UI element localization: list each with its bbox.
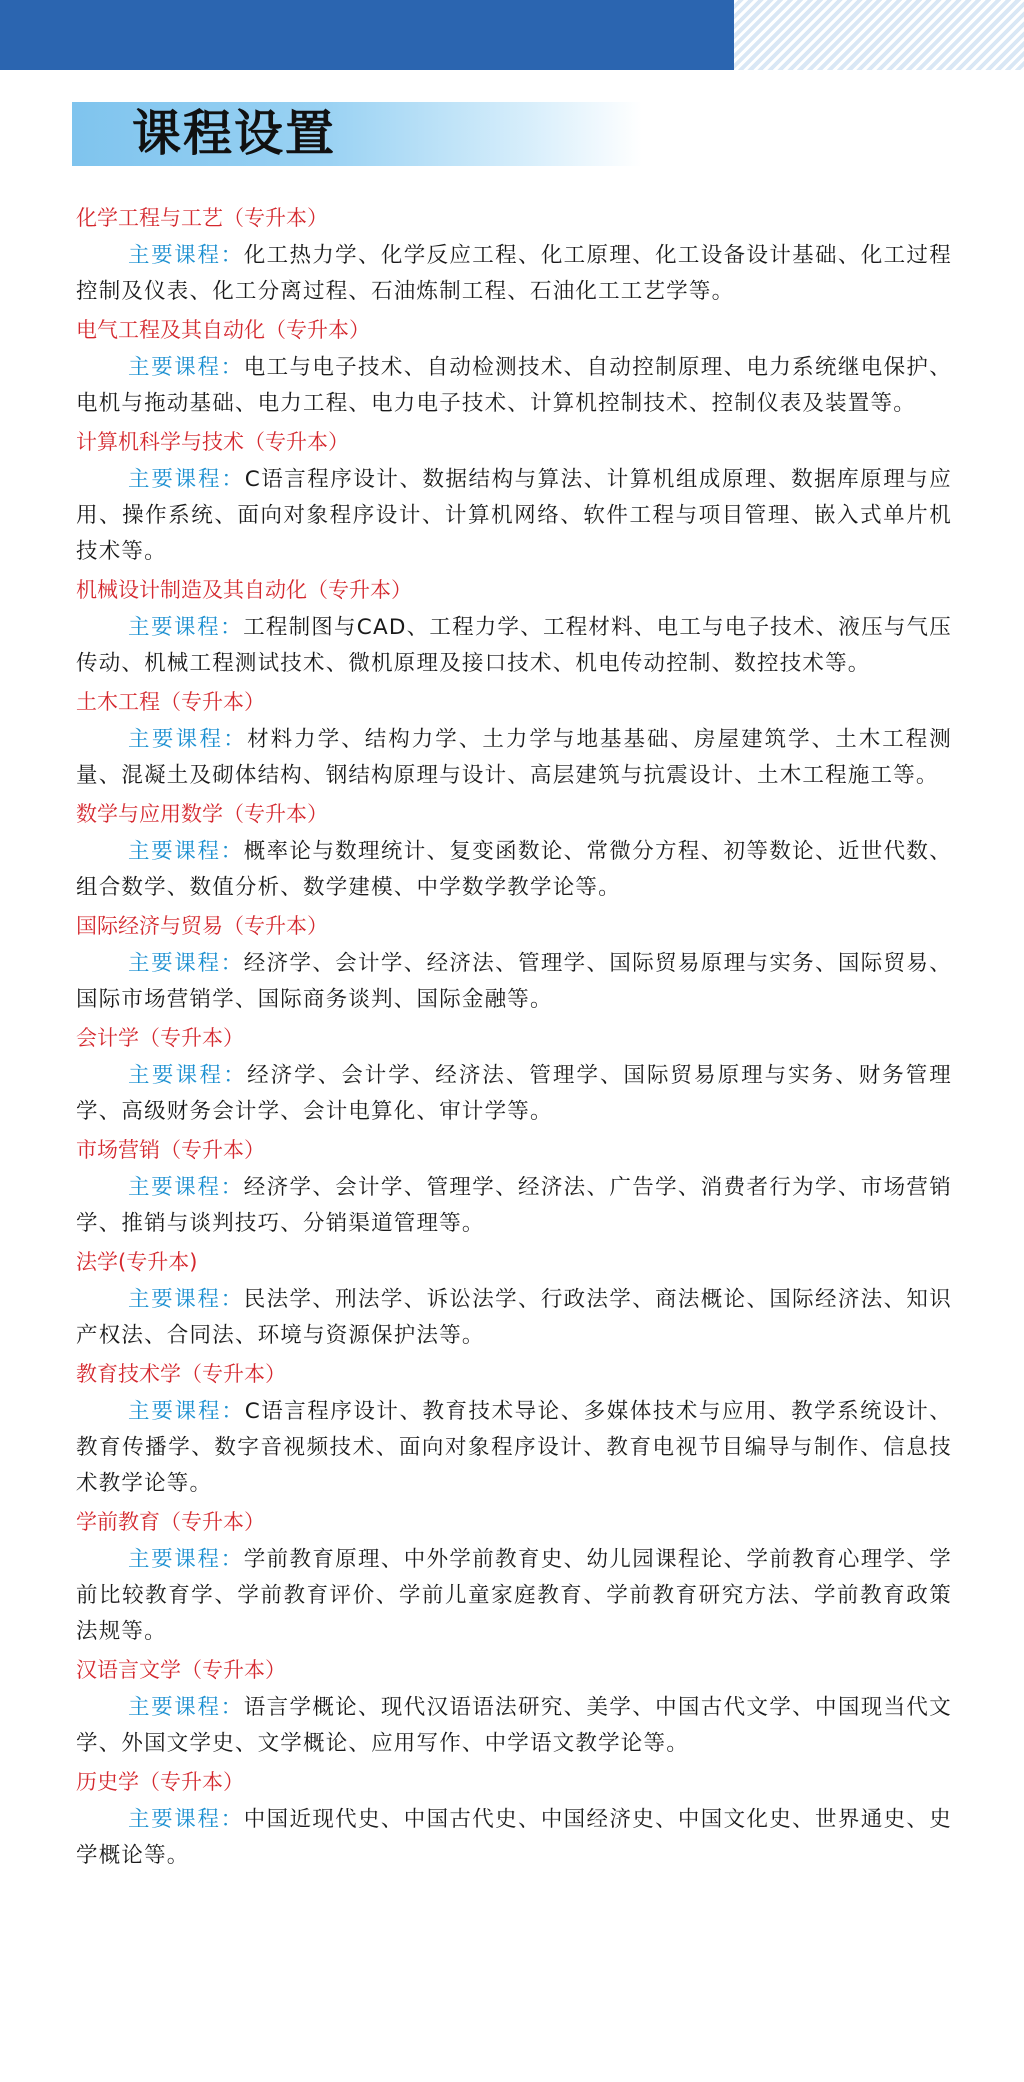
program-courses: [76, 1690, 952, 1762]
program-courses: [76, 350, 952, 422]
course-label: 主要课程：: [128, 355, 244, 380]
program-item: [76, 1244, 952, 1354]
program-courses: [76, 610, 952, 682]
program-courses: [76, 1058, 952, 1130]
top-banner: [0, 0, 1024, 70]
course-list: 语言学概论、现代汉语语法研究、美学、中国古代文学、中国现当代文学、外国文学史、文学概论、应用写作、中学语文教学论等。: [76, 1695, 952, 1756]
course-label: 主要课程：: [128, 1287, 244, 1312]
program-item: [76, 1504, 952, 1650]
program-name: 法学(专升本): [76, 1250, 198, 1274]
program-item: [76, 1132, 952, 1242]
page-title: 课程设置: [132, 105, 337, 162]
program-courses: [76, 238, 952, 310]
program-item: [76, 200, 952, 310]
program-name: 数学与应用数学（专升本）: [76, 802, 328, 826]
program-item: [76, 1652, 952, 1762]
program-name: 国际经济与贸易（专升本）: [76, 914, 328, 938]
course-label: 主要课程：: [128, 1547, 244, 1572]
program-name: 历史学（专升本）: [76, 1770, 244, 1794]
course-list: 电工与电子技术、自动检测技术、自动控制原理、电力系统继电保护、电机与拖动基础、电力工程、电力电子技术、计算机控制技术、控制仪表及装置等。: [76, 355, 952, 416]
program-list: [76, 200, 952, 1876]
program-courses: [76, 1802, 952, 1874]
course-list: 民法学、刑法学、诉讼法学、行政法学、商法概论、国际经济法、知识产权法、合同法、环境与资源保护法等。: [76, 1287, 952, 1348]
program-courses: [76, 462, 952, 570]
course-label: 主要课程：: [128, 951, 244, 976]
program-item: [76, 1356, 952, 1502]
course-list: C语言程序设计、数据结构与算法、计算机组成原理、数据库原理与应用、操作系统、面向对象程序设计、计算机网络、软件工程与项目管理、嵌入式单片机技术等。: [76, 467, 952, 564]
program-name: 学前教育（专升本）: [76, 1510, 265, 1534]
program-item: [76, 312, 952, 422]
program-item: [76, 908, 952, 1018]
course-label: 主要课程：: [128, 1063, 248, 1088]
course-list: 概率论与数理统计、复变函数论、常微分方程、初等数论、近世代数、组合数学、数值分析、数学建模、中学数学教学论等。: [76, 839, 952, 900]
course-list: 经济学、会计学、管理学、经济法、广告学、消费者行为学、市场营销学、推销与谈判技巧、分销渠道管理等。: [76, 1175, 952, 1236]
program-name: 土木工程（专升本）: [76, 690, 265, 714]
program-item: [76, 572, 952, 682]
course-list: 材料力学、结构力学、土力学与地基基础、房屋建筑学、土木工程测量、混凝土及砌体结构、钢结构原理与设计、高层建筑与抗震设计、土木工程施工等。: [76, 727, 952, 788]
program-name: 机械设计制造及其自动化（专升本）: [76, 578, 412, 602]
program-name: 市场营销（专升本）: [76, 1138, 265, 1162]
course-list: 经济学、会计学、经济法、管理学、国际贸易原理与实务、国际贸易、国际市场营销学、国际商务谈判、国际金融等。: [76, 951, 952, 1012]
banner-stripes: [734, 0, 1024, 70]
course-list: C语言程序设计、教育技术导论、多媒体技术与应用、教学系统设计、教育传播学、数字音视频技术、面向对象程序设计、教育电视节目编导与制作、信息技术教学论等。: [76, 1399, 952, 1496]
course-label: 主要课程：: [128, 1175, 244, 1200]
course-label: 主要课程：: [128, 467, 245, 492]
course-label: 主要课程：: [128, 243, 244, 268]
program-item: [76, 1020, 952, 1130]
program-name: 化学工程与工艺（专升本）: [76, 206, 328, 230]
course-label: 主要课程：: [128, 1807, 244, 1832]
course-list: 经济学、会计学、经济法、管理学、国际贸易原理与实务、财务管理学、高级财务会计学、会计电算化、审计学等。: [76, 1063, 952, 1124]
program-item: [76, 424, 952, 570]
course-list: 中国近现代史、中国古代史、中国经济史、中国文化史、世界通史、史学概论等。: [76, 1807, 952, 1868]
program-item: [76, 796, 952, 906]
program-name: 教育技术学（专升本）: [76, 1362, 286, 1386]
program-courses: [76, 722, 952, 794]
program-courses: [76, 1170, 952, 1242]
course-list: 工程制图与CAD、工程力学、工程材料、电工与电子技术、液压与气压传动、机械工程测试技术、微机原理及接口技术、机电传动控制、数控技术等。: [76, 615, 952, 676]
program-courses: [76, 1282, 952, 1354]
program-name: 计算机科学与技术（专升本）: [76, 430, 349, 454]
course-list: 学前教育原理、中外学前教育史、幼儿园课程论、学前教育心理学、学前比较教育学、学前教育评价、学前儿童家庭教育、学前教育研究方法、学前教育政策法规等。: [76, 1547, 952, 1644]
program-name: 汉语言文学（专升本）: [76, 1658, 286, 1682]
course-label: 主要课程：: [128, 839, 244, 864]
program-item: [76, 684, 952, 794]
program-courses: [76, 946, 952, 1018]
course-label: 主要课程：: [128, 615, 244, 640]
program-name: 电气工程及其自动化（专升本）: [76, 318, 370, 342]
program-courses: [76, 1542, 952, 1650]
program-name: 会计学（专升本）: [76, 1026, 244, 1050]
course-label: 主要课程：: [128, 1399, 245, 1424]
program-courses: [76, 834, 952, 906]
section-header: [72, 102, 642, 166]
course-list: 化工热力学、化学反应工程、化工原理、化工设备设计基础、化工过程控制及仪表、化工分离过程、石油炼制工程、石油化工工艺学等。: [76, 243, 952, 304]
program-courses: [76, 1394, 952, 1502]
program-item: [76, 1764, 952, 1874]
course-label: 主要课程：: [128, 1695, 244, 1720]
course-label: 主要课程：: [128, 727, 248, 752]
